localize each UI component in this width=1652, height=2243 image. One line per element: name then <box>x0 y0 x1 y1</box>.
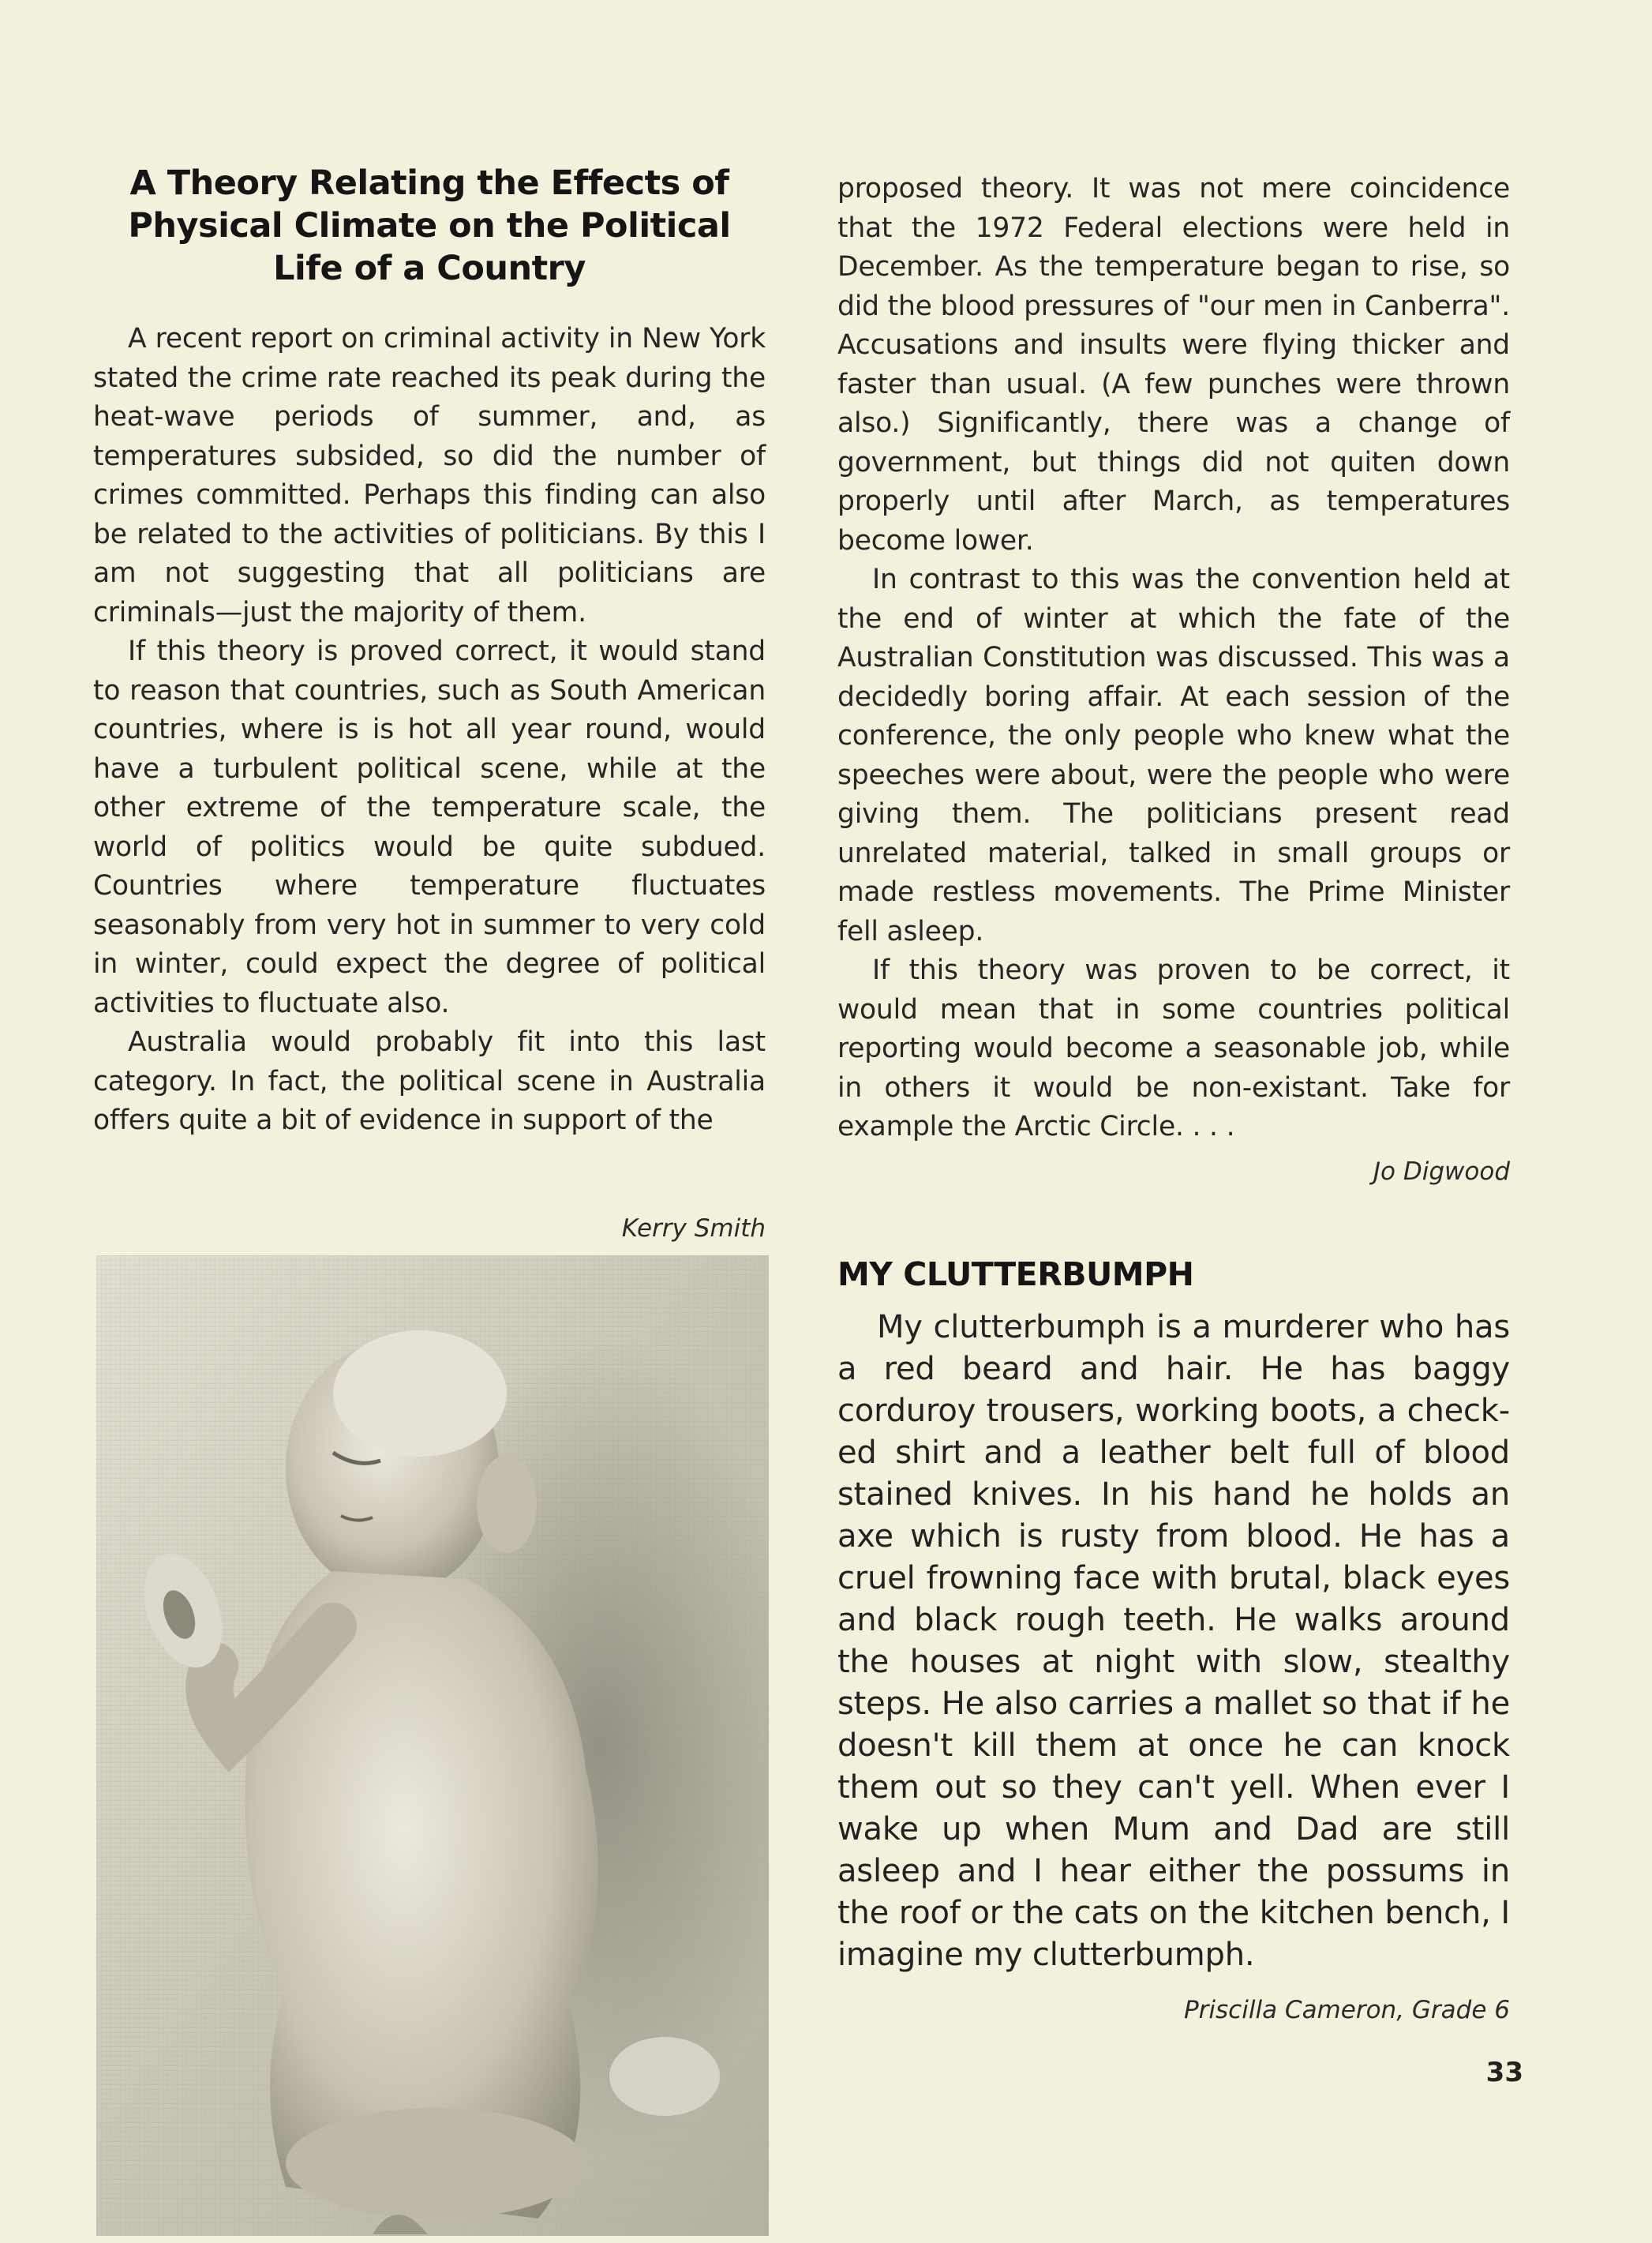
right-column <box>837 170 1510 2028</box>
theory-continuation-3: If this theory was proven to be correct, it would mean that in some countries political reporting would become a seasonable job, while in others it would be non-existant. Take for example the Arctic Circle. . . . <box>837 955 1510 1142</box>
photo-credit: Kerry Smith <box>621 1214 766 1243</box>
theory-article-title: A Theory Relating the Effects of Physical Climate on the Political Life of a Country <box>128 163 731 288</box>
left-column <box>93 162 766 1141</box>
theory-paragraph-2: If this theory is proved correct, it would stand to reason that countries, such as South American countries, where is is hot all year round, would have a turbulent political scene, while at the other extreme of the temperature scale, the world of politics would be quite subdued. Countries where temperature fluctuates seasonably from very hot in summer to very cold in winter, could expect the degree of political activities to fluctuate also. <box>93 636 766 1019</box>
theory-continuation-2: In contrast to this was the convention held at the end of winter at which the fate of the Australian Constitution was discussed. This was a decidedly boring affair. At each session of the conference, the only people who knew what the speeches were about, were the people who were giving them. The politicians present read unrelated material, talked in small groups or made restless movements. The Prime Minister fell asleep. <box>837 564 1510 947</box>
theory-continuation-1: proposed theory. It was not mere coincidence that the 1972 Federal elections were held in December. As the temperature began to rise, so did the blood pressures of "our men in Canberra". Accusations and insults were flying thicker and faster than usual. (A few punches were thrown also.) Significantly, there was a change of government, but things did not quiten down properly until after March, as temperatures become lower. <box>837 173 1510 557</box>
clutterbumph-author: Priscilla Cameron, Grade 6 <box>1183 1995 1510 2024</box>
theory-paragraph-1: A recent report on criminal activity in New York stated the crime rate reached its peak during the heat-wave periods of summer, and, as temperatures subsided, so did the number of crimes committed. Perhaps this finding can also be related to the activities of politicians. By this I am not suggesting that all politicians are criminals—just the majority of them. <box>93 323 766 628</box>
clutterbumph-text: My clutterbumph is a murderer who has a red beard and hair. He has baggy corduroy trousers, working boots, a check- ed shirt and a leather belt full of blood stained knives. In his hand he holds an axe which is rusty from blood. He has a cruel frowning face with brutal, black eyes and black rough teeth. He walks around the houses at night with slow, stealthy steps. He also carries a mallet so that if he doesn't kill them at once he can knock them out so they can't yell. When ever I wake up when Mum and Dad are still asleep and I hear either the possums in the roof or the cats on the kitchen bench, I imagine my clutterbumph. <box>837 1308 1510 1973</box>
kneeling-figure-sculpture-illustration <box>96 1255 769 2236</box>
theory-paragraph-3: Australia would probably fit into this last category. In fact, the political scene in Australia offers quite a bit of evidence in support of the <box>93 1026 766 1136</box>
sculpture-photo <box>96 1255 769 2236</box>
page-number: 33 <box>1485 2057 1523 2088</box>
theory-author: Jo Digwood <box>1373 1157 1510 1186</box>
clutterbumph-title: MY CLUTTERBUMPH <box>837 1255 1194 1293</box>
